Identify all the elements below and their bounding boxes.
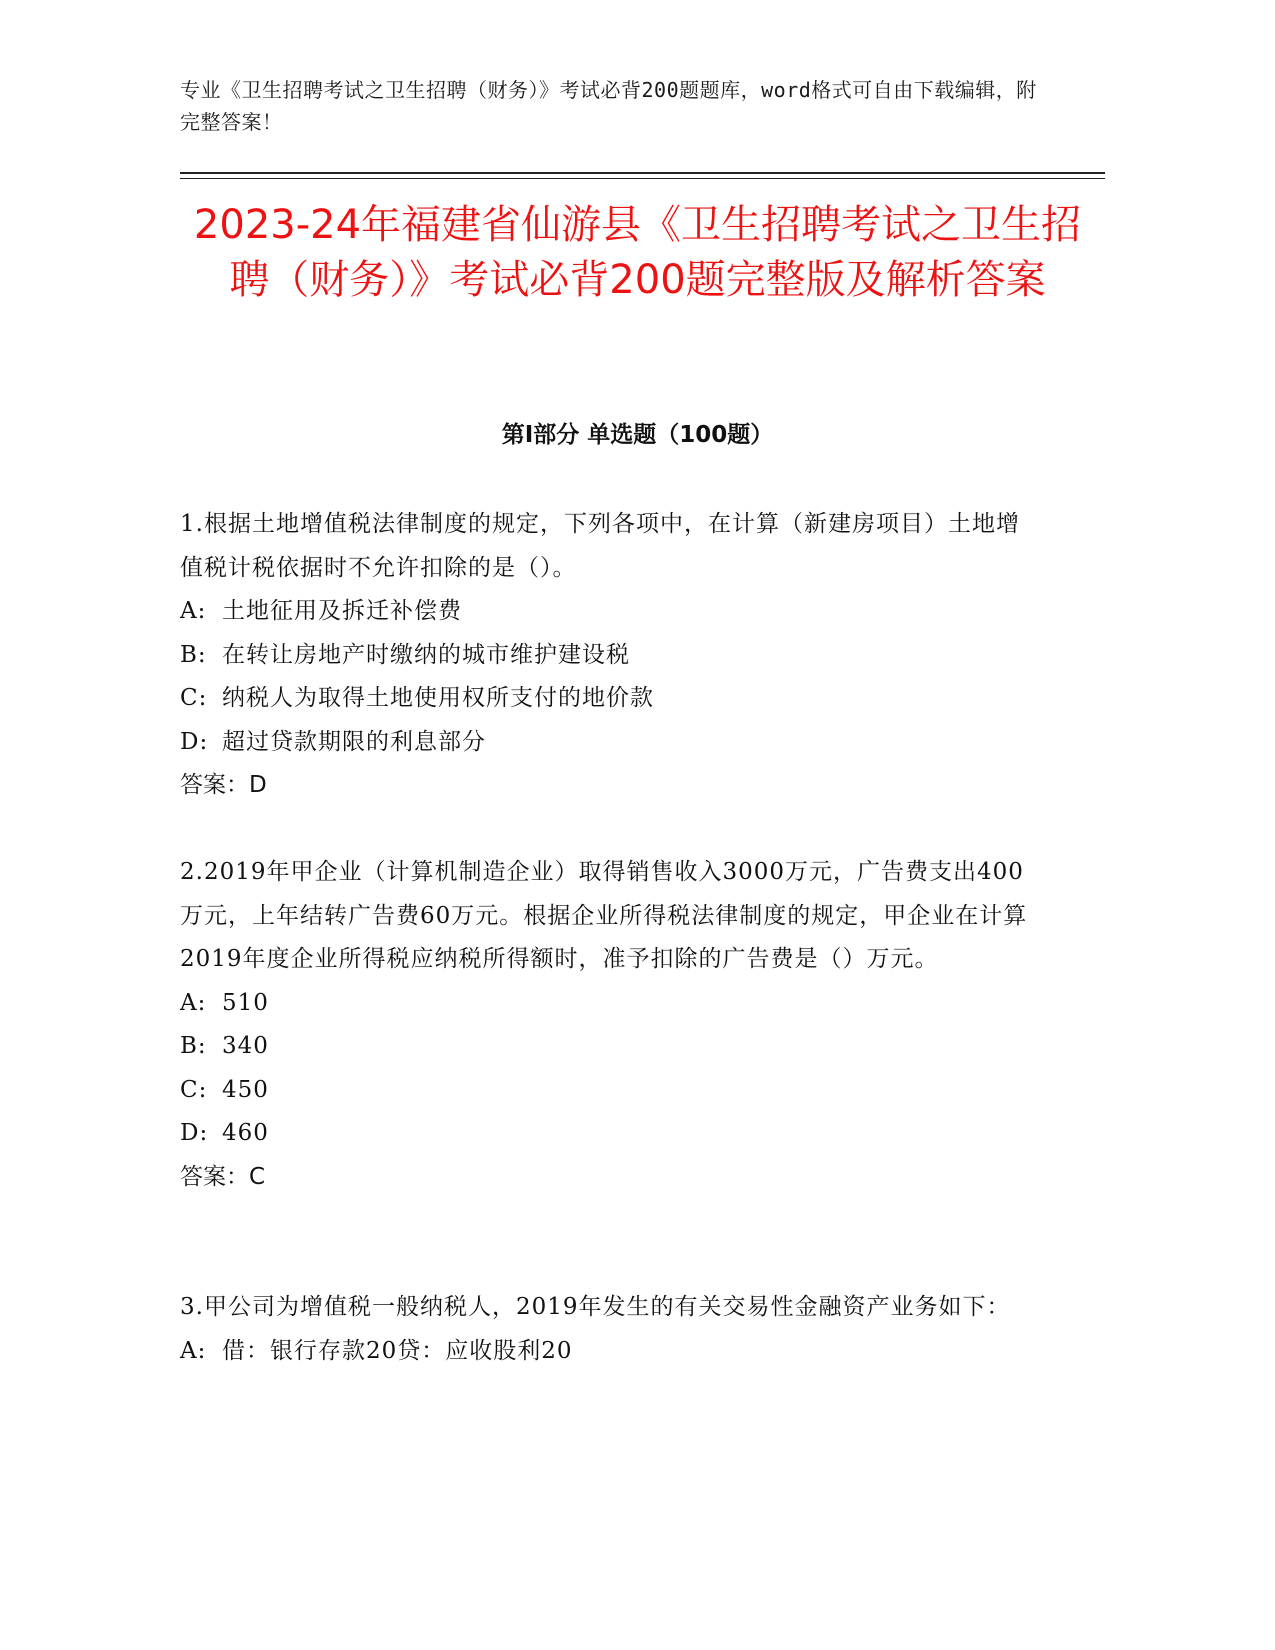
option-a xyxy=(180,590,1040,634)
section-heading: 第I部分 单选题（100题） xyxy=(501,422,774,448)
option-key: C: xyxy=(180,685,208,711)
option-d xyxy=(180,721,1040,765)
option-c xyxy=(180,677,1040,721)
option-text: 土地征用及拆迁补偿费 xyxy=(222,598,462,624)
option-key: D: xyxy=(180,1120,209,1146)
question-2 xyxy=(180,851,1040,1199)
option-key: A: xyxy=(180,598,207,624)
question-1 xyxy=(180,503,1040,808)
option-text: 510 xyxy=(222,989,269,1016)
option-key: C: xyxy=(180,1076,208,1103)
option-text: 在转让房地产时缴纳的城市维护建设税 xyxy=(222,641,630,668)
option-key: D: xyxy=(180,728,209,755)
question-stem: 3.甲公司为增值税一般纳税人，2019年发生的有关交易性金融资产业务如下： xyxy=(180,1294,1011,1320)
option-c xyxy=(180,1069,1040,1113)
question-3 xyxy=(180,1286,1040,1373)
question-stem: 2.2019年甲企业（计算机制造企业）取得销售收入3000万元，广告费支出400万元，上年结转广告费60万元。根据企业所得税法律制度的规定，甲企业在计算2019年度企业所得税应纳税所得额时，准予扣除的广告费是（）万元。 xyxy=(180,859,1028,972)
option-text: 460 xyxy=(222,1120,269,1146)
option-text: 超过贷款期限的利息部分 xyxy=(222,728,486,755)
answer-line: 答案：D xyxy=(180,772,267,798)
header-rule-thin xyxy=(180,178,1105,179)
option-b xyxy=(180,1025,1040,1069)
answer-line: 答案：C xyxy=(180,1163,266,1190)
option-a xyxy=(180,1330,1040,1374)
option-text: 340 xyxy=(222,1033,269,1059)
option-d xyxy=(180,1112,1040,1156)
header-rule-thick xyxy=(180,172,1105,174)
option-key: A: xyxy=(180,989,207,1016)
header-note: 专业《卫生招聘考试之卫生招聘（财务）》考试必背200题题库，word格式可自由下载编辑，附完整答案！ xyxy=(180,78,1037,134)
option-text: 纳税人为取得土地使用权所支付的地价款 xyxy=(222,685,654,711)
document-title: 2023-24年福建省仙游县《卫生招聘考试之卫生招聘（财务）》考试必背200题完整版及解析答案 xyxy=(193,202,1082,303)
option-text: 450 xyxy=(222,1076,269,1103)
option-a xyxy=(180,982,1040,1026)
option-text: 借：银行存款20贷：应收股利20 xyxy=(222,1337,573,1364)
option-key: B: xyxy=(180,641,207,668)
option-key: A: xyxy=(180,1337,207,1364)
option-key: B: xyxy=(180,1033,207,1059)
question-stem: 1.根据土地增值税法律制度的规定，下列各项中，在计算（新建房项目）土地增值税计税依据时不允许扣除的是（）。 xyxy=(180,511,1020,581)
option-b xyxy=(180,634,1040,678)
